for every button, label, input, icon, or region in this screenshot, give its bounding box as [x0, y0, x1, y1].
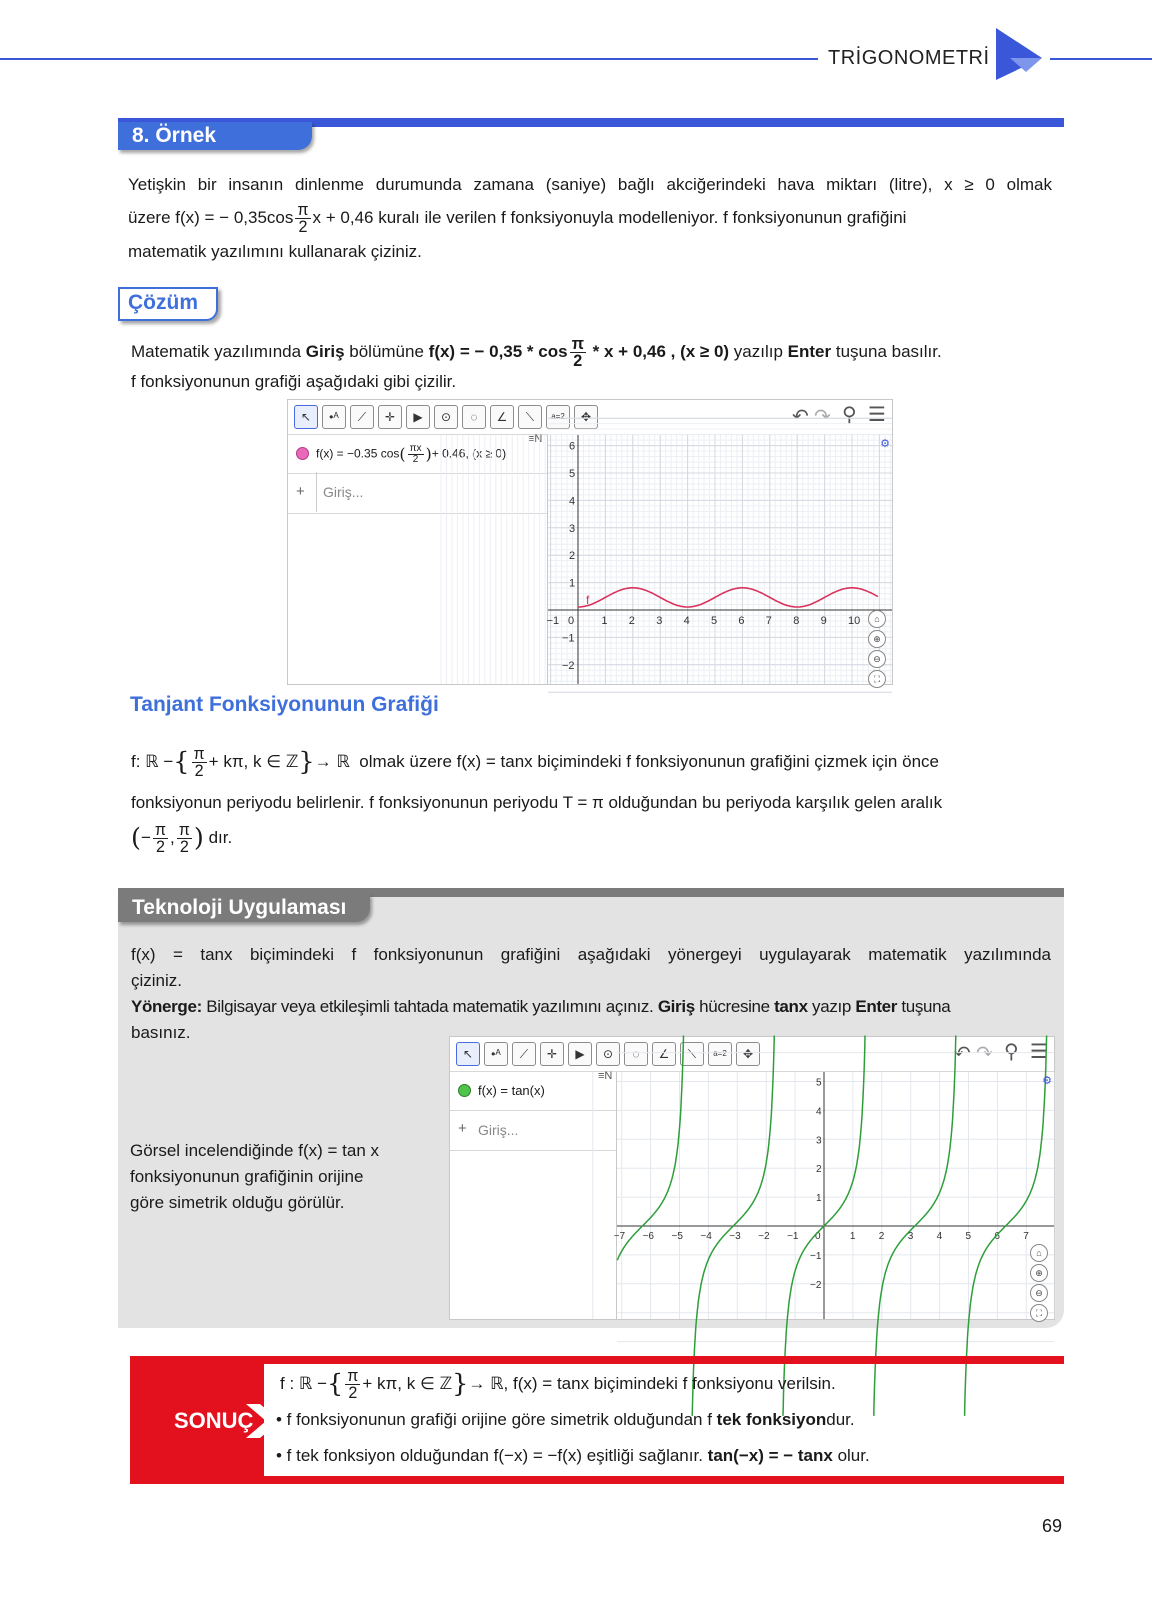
- zoom-out-icon[interactable]: ⊖: [868, 650, 886, 668]
- x-tick-label: −4: [700, 1231, 712, 1242]
- cosine-graph: [548, 435, 892, 684]
- algebra-input[interactable]: Giriş...: [316, 472, 363, 512]
- y-tick-label: −2: [810, 1279, 822, 1291]
- page-number: 69: [1042, 1516, 1063, 1536]
- geogebra-toolbar: [450, 1037, 1054, 1072]
- search-icon[interactable]: ⚲: [842, 404, 857, 426]
- algebra-input-row[interactable]: [288, 473, 547, 514]
- x-tick-label: −2: [758, 1231, 770, 1242]
- circle-arc-tool-icon[interactable]: ◌: [624, 1042, 648, 1066]
- x-tick-label: 3: [907, 1231, 914, 1242]
- technology-line1: f(x) = tanx biçimindeki f fonksiyonunun grafiğini aşağıdaki yönergeyi uygulayarak matematik yazılımında: [131, 945, 1051, 964]
- pi-over-2-fraction: $\frac{\pi}{2}$: [297, 200, 309, 237]
- algebra-expression: f(x) = −0.35 cos( $\frac{\pi x}{2}$ )+ 0.46, (x ≥ 0): [316, 443, 507, 465]
- x-tick-label: −7: [613, 1231, 626, 1242]
- visibility-toggle-icon[interactable]: [296, 447, 309, 460]
- x-tick-label: −1: [546, 615, 560, 627]
- conclusion-line2: • f fonksiyonunun grafiği orijine göre simetrik olduğundan f tek fonksiyondur.: [276, 1410, 855, 1429]
- reflect-tool-icon[interactable]: ⟍: [680, 1042, 704, 1066]
- x-tick-label: 1: [849, 1231, 856, 1242]
- y-tick-label: 4: [569, 495, 576, 508]
- graphics-style-icon[interactable]: ⚙: [1042, 1075, 1052, 1087]
- x-tick-label: 2: [628, 615, 635, 627]
- x-tick-label: 1: [601, 615, 608, 627]
- move-tool-icon[interactable]: ↖: [456, 1042, 480, 1066]
- graphics-view[interactable]: [548, 435, 892, 684]
- fullscreen-icon[interactable]: ⛶: [868, 670, 886, 688]
- conclusion-box: [130, 1356, 1064, 1484]
- y-tick-label: 1: [816, 1193, 822, 1205]
- x-tick-label: 10: [848, 615, 861, 627]
- move-tool-icon[interactable]: ↖: [294, 405, 318, 429]
- solution-text: [131, 336, 1055, 395]
- conclusion-red-bottom: [130, 1476, 1064, 1484]
- x-tick-label: −5: [671, 1231, 683, 1242]
- solution-line1: Matematik yazılımında Giriş bölümüne f(x) = − 0,35 * cos $\frac{\pi}{2}$ * x + 0,46 , (x ≥ 0) yazılıp Enter tuşuna basılır.: [131, 335, 942, 371]
- tanjant-line2: fonksiyonun periyodu belirlenir. f fonksiyonunun periyodu T = π olduğundan bu periyoda karşılık gelen aralık: [131, 793, 943, 812]
- redo-icon[interactable]: ↷: [814, 406, 831, 428]
- instruction-line2: basınız.: [131, 1023, 191, 1042]
- zoom-in-icon[interactable]: ⊕: [1030, 1264, 1048, 1282]
- algebra-style-icon[interactable]: ≡N: [528, 433, 543, 445]
- point-tool-icon[interactable]: •ᴬ: [322, 405, 346, 429]
- y-tick-label: −2: [562, 659, 575, 672]
- instruction-line: Yönerge: Bilgisayar veya etkileşimli tahtada matematik yazılımını açınız. Giriş hücresine tanx yazıp Enter tuşuna: [131, 997, 951, 1016]
- header-rule-left: [0, 58, 818, 60]
- zoom-out-icon[interactable]: ⊖: [1030, 1284, 1048, 1302]
- x-tick-label: 4: [936, 1231, 943, 1242]
- x-tick-label: 0: [568, 615, 575, 627]
- algebra-input-row[interactable]: [450, 1110, 616, 1151]
- technology-label: Teknoloji Uygulaması: [118, 894, 370, 922]
- geogebra-window-tangent[interactable]: [449, 1036, 1055, 1320]
- conclusion-line3: • f tek fonksiyon olduğundan f(−x) = −f(x) eşitliği sağlanır. tan(−x) = − tanx olur.: [276, 1446, 870, 1465]
- search-icon[interactable]: ⚲: [1004, 1041, 1019, 1063]
- menu-icon[interactable]: ☰: [1030, 1041, 1048, 1063]
- home-view-icon[interactable]: ⌂: [868, 610, 886, 628]
- x-tick-label: 2: [878, 1231, 885, 1242]
- conclusion-red-top: [130, 1356, 1064, 1364]
- fullscreen-icon[interactable]: ⛶: [1030, 1304, 1048, 1322]
- algebra-style-icon[interactable]: ≡N: [598, 1070, 613, 1082]
- x-tick-label: 0: [815, 1231, 821, 1242]
- undo-icon[interactable]: ↶: [792, 406, 809, 428]
- geogebra-toolbar: [288, 400, 892, 435]
- algebra-view: [450, 1072, 617, 1319]
- example-line1: Yetişkin bir insanın dinlenme durumunda zamana (saniye) bağlı akciğerindeki hava miktarı (litre), x ≥ 0 olmak: [128, 175, 1052, 194]
- slider-tool-icon[interactable]: a=2: [708, 1042, 732, 1066]
- circle-tool-icon[interactable]: ⊙: [596, 1042, 620, 1066]
- x-tick-label: 9: [820, 615, 827, 627]
- add-icon[interactable]: +: [458, 1120, 467, 1137]
- chapter-logo-icon: [992, 24, 1046, 84]
- reflect-tool-icon[interactable]: ⟍: [518, 405, 542, 429]
- y-tick-label: 4: [816, 1106, 822, 1118]
- y-tick-label: 3: [816, 1135, 822, 1147]
- curve-label: f: [586, 593, 590, 607]
- perpendicular-tool-icon[interactable]: ✛: [540, 1042, 564, 1066]
- x-tick-label: 6: [738, 615, 745, 627]
- algebra-expression: f(x) = tan(x): [478, 1083, 545, 1098]
- y-tick-label: 5: [816, 1077, 822, 1089]
- tanjant-line1: f: ℝ −{ $\frac{\pi}{2}$ + kπ, k ∈ ℤ}→ ℝ olmak üzere f(x) = tanx biçimindeki f fonksiyonunun grafiğini çizmek için önce: [131, 744, 939, 781]
- technology-line2: çiziniz.: [131, 971, 183, 990]
- algebra-input[interactable]: Giriş...: [478, 1122, 519, 1138]
- x-tick-label: 3: [656, 615, 663, 627]
- solution-pi-fraction: $\frac{\pi}{2}$: [571, 335, 584, 371]
- undo-icon[interactable]: ↶: [954, 1043, 971, 1065]
- solution-label: Çözüm: [128, 291, 198, 314]
- perpendicular-tool-icon[interactable]: ✛: [378, 405, 402, 429]
- algebra-row-f[interactable]: [288, 435, 547, 474]
- y-tick-label: 2: [816, 1164, 822, 1176]
- conclusion-line1: f : ℝ −{ $\frac{\pi}{2}$ + kπ, k ∈ ℤ}→ ℝ, f(x) = tanx biçimindeki f fonksiyonu verilsin.: [280, 1367, 836, 1403]
- move-view-tool-icon[interactable]: ✥: [574, 405, 598, 429]
- x-tick-label: 7: [765, 615, 772, 627]
- angle-tool-icon[interactable]: ∠: [652, 1042, 676, 1066]
- tanjant-title: Tanjant Fonksiyonunun Grafiği: [130, 693, 439, 716]
- move-view-tool-icon[interactable]: ✥: [736, 1042, 760, 1066]
- header-rule-right: [1050, 58, 1152, 60]
- x-tick-label: −3: [729, 1231, 741, 1242]
- y-tick-label: 2: [569, 550, 576, 563]
- conclusion-label: SONUÇ: [174, 1408, 254, 1433]
- redo-icon[interactable]: ↷: [976, 1043, 993, 1065]
- example-line2: üzere f(x) = − 0,35cos $\frac{\pi}{2}$ x + 0,46 kuralı ile verilen f fonksiyonuyla modelleniyor. f fonksiyonunun grafiğini: [128, 200, 907, 237]
- tangent-graph: [613, 1072, 1054, 1319]
- line-tool-icon[interactable]: ⟋: [512, 1042, 536, 1066]
- zoom-in-icon[interactable]: ⊕: [868, 630, 886, 648]
- algebra-row-f[interactable]: [450, 1072, 616, 1111]
- menu-icon[interactable]: ☰: [868, 404, 886, 426]
- point-tool-icon[interactable]: •ᴬ: [484, 1042, 508, 1066]
- y-tick-label: −1: [562, 632, 575, 645]
- add-icon[interactable]: +: [296, 483, 305, 500]
- line-tool-icon[interactable]: ⟋: [350, 405, 374, 429]
- circle-tool-icon[interactable]: ⊙: [434, 405, 458, 429]
- visibility-toggle-icon[interactable]: [458, 1084, 471, 1097]
- technology-text: [131, 942, 1051, 1046]
- circle-arc-tool-icon[interactable]: ◌: [462, 405, 486, 429]
- x-tick-label: 7: [1023, 1231, 1029, 1242]
- example-label: 8. Örnek: [118, 122, 312, 150]
- technology-side-text: Görsel incelendiğinde f(x) = tan x fonksiyonunun grafiğinin orijine göre simetrik olduğu görülür.: [130, 1141, 379, 1212]
- y-tick-label: −1: [810, 1250, 822, 1262]
- home-view-icon[interactable]: ⌂: [1030, 1244, 1048, 1262]
- x-tick-label: 6: [994, 1231, 1000, 1242]
- x-tick-label: 5: [711, 615, 718, 627]
- y-tick-label: 6: [569, 440, 576, 453]
- x-tick-label: −1: [787, 1231, 799, 1242]
- y-tick-label: 5: [569, 468, 576, 480]
- polygon-tool-icon[interactable]: ▶: [568, 1042, 592, 1066]
- chapter-title: TRİGONOMETRİ: [828, 47, 990, 69]
- example-line3: matematik yazılımını kullanarak çiziniz.: [128, 242, 422, 262]
- solution-line2: f fonksiyonunun grafiği aşağıdaki gibi çizilir.: [131, 372, 457, 392]
- graphics-style-icon[interactable]: ⚙: [880, 438, 890, 450]
- x-tick-label: 4: [683, 615, 690, 627]
- x-tick-label: 5: [965, 1231, 972, 1242]
- x-tick-label: −6: [642, 1231, 655, 1242]
- y-tick-label: 1: [569, 577, 576, 590]
- angle-tool-icon[interactable]: ∠: [490, 405, 514, 429]
- y-tick-label: 3: [569, 522, 576, 535]
- algebra-view: [288, 435, 548, 684]
- tanjant-line3: (− $\frac{\pi}{2}$ , $\frac{\pi}{2}$ ) dır.: [131, 821, 233, 857]
- example-text: [128, 168, 1052, 268]
- polygon-tool-icon[interactable]: ▶: [406, 405, 430, 429]
- slider-tool-icon[interactable]: a=2: [546, 405, 570, 429]
- graphics-view[interactable]: [613, 1072, 1054, 1319]
- geogebra-window-cosine[interactable]: [287, 399, 893, 685]
- x-tick-label: 8: [793, 615, 800, 627]
